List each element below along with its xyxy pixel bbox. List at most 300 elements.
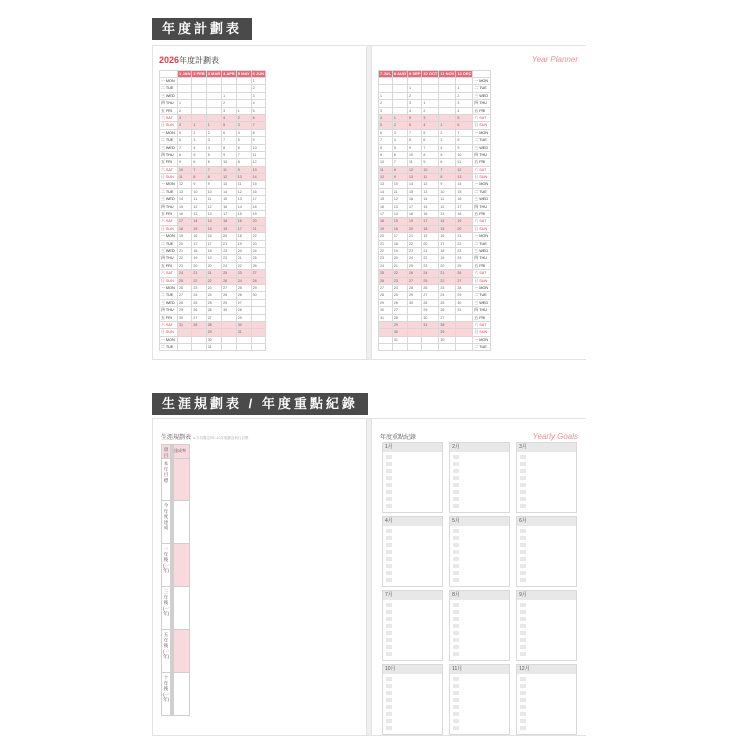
day-cell[interactable]: 24 [439, 292, 456, 299]
day-cell[interactable]: 8 [206, 174, 221, 181]
day-cell[interactable]: 16 [192, 233, 206, 240]
day-cell[interactable]: 31 [422, 321, 439, 328]
day-cell[interactable] [392, 78, 407, 85]
month-goal-box[interactable] [449, 590, 510, 661]
day-cell[interactable] [192, 78, 206, 85]
day-cell[interactable]: 27 [206, 314, 221, 321]
day-cell[interactable]: 3 [379, 107, 393, 114]
day-cell[interactable] [439, 114, 456, 121]
day-cell[interactable] [456, 78, 473, 85]
day-cell[interactable]: 11 [407, 159, 421, 166]
day-cell[interactable]: 26 [422, 284, 439, 291]
day-cell[interactable]: 30 [206, 336, 221, 343]
day-cell[interactable] [422, 78, 439, 85]
day-cell[interactable]: 3 [251, 92, 265, 99]
day-cell[interactable]: 13 [456, 174, 473, 181]
day-cell[interactable]: 14 [192, 218, 206, 225]
day-cell[interactable] [178, 336, 192, 343]
day-cell[interactable]: 25 [379, 270, 393, 277]
day-cell[interactable]: 12 [192, 203, 206, 210]
day-cell[interactable] [422, 344, 439, 351]
day-cell[interactable]: 16 [236, 218, 251, 225]
day-cell[interactable]: 18 [206, 247, 221, 254]
day-cell[interactable] [439, 100, 456, 107]
day-cell[interactable]: 16 [222, 203, 237, 210]
day-cell[interactable]: 12 [206, 203, 221, 210]
day-cell[interactable]: 24 [222, 262, 237, 269]
day-cell[interactable]: 10 [178, 166, 192, 173]
day-cell[interactable]: 16 [178, 211, 192, 218]
day-cell[interactable] [407, 344, 421, 351]
day-cell[interactable]: 28 [439, 321, 456, 328]
day-cell[interactable]: 2 [206, 129, 221, 136]
day-cell[interactable]: 29 [456, 292, 473, 299]
day-cell[interactable]: 6 [392, 151, 407, 158]
day-cell[interactable]: 22 [456, 240, 473, 247]
day-cell[interactable]: 12 [456, 166, 473, 173]
day-cell[interactable]: 18 [236, 233, 251, 240]
day-cell[interactable] [392, 100, 407, 107]
day-cell[interactable]: 13 [407, 174, 421, 181]
day-cell[interactable]: 6 [407, 122, 421, 129]
day-cell[interactable]: 5 [456, 114, 473, 121]
day-cell[interactable]: 10 [379, 159, 393, 166]
day-cell[interactable]: 17 [439, 240, 456, 247]
day-cell[interactable]: 30 [456, 299, 473, 306]
day-cell[interactable]: 15 [422, 203, 439, 210]
day-cell[interactable] [178, 78, 192, 85]
day-cell[interactable]: 1 [178, 100, 192, 107]
day-cell[interactable]: 17 [456, 203, 473, 210]
day-cell[interactable]: 12 [178, 181, 192, 188]
month-goal-box[interactable] [382, 664, 443, 735]
day-cell[interactable] [379, 344, 393, 351]
month-goal-box[interactable] [382, 590, 443, 661]
day-cell[interactable] [192, 329, 206, 336]
day-cell[interactable]: 29 [392, 321, 407, 328]
day-cell[interactable]: 31 [236, 329, 251, 336]
day-cell[interactable]: 17 [407, 203, 421, 210]
day-cell[interactable]: 29 [178, 307, 192, 314]
day-cell[interactable]: 10 [422, 166, 439, 173]
day-cell[interactable] [236, 85, 251, 92]
day-cell[interactable]: 15 [439, 225, 456, 232]
day-cell[interactable]: 17 [251, 196, 265, 203]
day-cell[interactable]: 25 [251, 255, 265, 262]
day-cell[interactable]: 26 [456, 270, 473, 277]
day-cell[interactable] [392, 85, 407, 92]
day-cell[interactable]: 21 [439, 270, 456, 277]
day-cell[interactable]: 20 [192, 262, 206, 269]
day-cell[interactable]: 22 [439, 277, 456, 284]
day-cell[interactable]: 21 [407, 233, 421, 240]
day-cell[interactable]: 9 [456, 144, 473, 151]
day-cell[interactable]: 3 [407, 100, 421, 107]
day-cell[interactable]: 23 [392, 277, 407, 284]
day-cell[interactable]: 13 [222, 181, 237, 188]
day-cell[interactable]: 30 [392, 329, 407, 336]
day-cell[interactable]: 11 [456, 159, 473, 166]
day-cell[interactable]: 22 [236, 262, 251, 269]
day-cell[interactable]: 25 [422, 277, 439, 284]
day-cell[interactable]: 14 [379, 188, 393, 195]
day-cell[interactable]: 19 [456, 218, 473, 225]
day-cell[interactable]: 20 [178, 240, 192, 247]
day-cell[interactable]: 16 [206, 233, 221, 240]
day-cell[interactable]: 8 [422, 151, 439, 158]
day-cell[interactable]: 13 [192, 211, 206, 218]
day-cell[interactable] [222, 314, 237, 321]
day-cell[interactable]: 4 [251, 100, 265, 107]
day-cell[interactable]: 16 [251, 188, 265, 195]
day-cell[interactable] [192, 85, 206, 92]
day-cell[interactable]: 17 [392, 233, 407, 240]
day-cell[interactable]: 12 [392, 196, 407, 203]
day-cell[interactable]: 30 [236, 321, 251, 328]
day-cell[interactable]: 27 [379, 284, 393, 291]
day-cell[interactable] [407, 321, 421, 328]
day-cell[interactable]: 23 [407, 247, 421, 254]
day-cell[interactable]: 10 [392, 181, 407, 188]
day-cell[interactable]: 13 [392, 203, 407, 210]
day-cell[interactable]: 25 [178, 277, 192, 284]
day-cell[interactable]: 7 [407, 129, 421, 136]
day-cell[interactable]: 20 [439, 262, 456, 269]
day-cell[interactable] [251, 321, 265, 328]
day-cell[interactable]: 4 [392, 137, 407, 144]
day-cell[interactable]: 30 [379, 307, 393, 314]
day-cell[interactable]: 12 [379, 174, 393, 181]
day-cell[interactable]: 14 [251, 174, 265, 181]
day-cell[interactable]: 5 [192, 151, 206, 158]
day-cell[interactable] [422, 329, 439, 336]
day-cell[interactable]: 23 [422, 262, 439, 269]
day-cell[interactable]: 6 [251, 114, 265, 121]
day-cell[interactable]: 16 [407, 196, 421, 203]
day-cell[interactable]: 2 [222, 100, 237, 107]
day-cell[interactable] [379, 85, 393, 92]
month-goal-box[interactable] [516, 442, 577, 513]
day-cell[interactable]: 12 [236, 188, 251, 195]
day-cell[interactable]: 3 [422, 114, 439, 121]
day-cell[interactable]: 25 [222, 270, 237, 277]
day-cell[interactable] [456, 314, 473, 321]
day-cell[interactable]: 19 [192, 255, 206, 262]
day-cell[interactable]: 21 [178, 247, 192, 254]
day-cell[interactable]: 8 [456, 137, 473, 144]
day-cell[interactable]: 26 [192, 307, 206, 314]
day-cell[interactable]: 8 [392, 166, 407, 173]
day-cell[interactable]: 19 [251, 211, 265, 218]
day-cell[interactable] [456, 336, 473, 343]
day-cell[interactable]: 4 [407, 107, 421, 114]
day-cell[interactable]: 28 [251, 277, 265, 284]
day-cell[interactable]: 9 [407, 144, 421, 151]
month-goal-box[interactable] [516, 516, 577, 587]
day-cell[interactable]: 22 [407, 240, 421, 247]
day-cell[interactable]: 1 [422, 100, 439, 107]
day-cell[interactable]: 1 [392, 114, 407, 121]
day-cell[interactable] [439, 85, 456, 92]
day-cell[interactable]: 5 [422, 129, 439, 136]
day-cell[interactable] [422, 92, 439, 99]
day-cell[interactable]: 16 [392, 225, 407, 232]
day-cell[interactable]: 29 [407, 292, 421, 299]
day-cell[interactable] [192, 344, 206, 351]
day-cell[interactable]: 24 [192, 292, 206, 299]
day-cell[interactable] [222, 85, 237, 92]
day-cell[interactable]: 14 [392, 211, 407, 218]
day-cell[interactable]: 27 [392, 307, 407, 314]
day-cell[interactable]: 6 [236, 144, 251, 151]
day-cell[interactable] [192, 100, 206, 107]
day-cell[interactable]: 3 [236, 122, 251, 129]
day-cell[interactable]: 9 [439, 181, 456, 188]
day-cell[interactable]: 12 [407, 166, 421, 173]
day-cell[interactable]: 29 [439, 329, 456, 336]
day-cell[interactable]: 18 [439, 247, 456, 254]
day-cell[interactable]: 2 [178, 107, 192, 114]
day-cell[interactable]: 23 [222, 255, 237, 262]
day-cell[interactable]: 22 [251, 233, 265, 240]
day-cell[interactable]: 26 [379, 277, 393, 284]
day-cell[interactable]: 23 [178, 262, 192, 269]
day-cell[interactable]: 8 [439, 174, 456, 181]
day-cell[interactable] [251, 329, 265, 336]
day-cell[interactable]: 27 [236, 299, 251, 306]
day-cell[interactable]: 20 [379, 233, 393, 240]
day-cell[interactable]: 28 [178, 299, 192, 306]
day-cell[interactable]: 21 [392, 262, 407, 269]
day-cell[interactable]: 2 [392, 122, 407, 129]
day-cell[interactable]: 24 [456, 255, 473, 262]
day-cell[interactable]: 19 [379, 225, 393, 232]
day-cell[interactable]: 14 [422, 196, 439, 203]
day-cell[interactable]: 28 [456, 284, 473, 291]
day-cell[interactable]: 1 [407, 85, 421, 92]
day-cell[interactable]: 1 [439, 122, 456, 129]
reached-rate-header[interactable]: 達成率 [174, 445, 190, 459]
day-cell[interactable]: 13 [439, 211, 456, 218]
day-cell[interactable] [392, 92, 407, 99]
day-cell[interactable] [407, 78, 421, 85]
day-cell[interactable]: 11 [206, 196, 221, 203]
day-cell[interactable] [379, 78, 393, 85]
day-cell[interactable]: 25 [439, 299, 456, 306]
day-cell[interactable]: 16 [379, 203, 393, 210]
day-cell[interactable]: 21 [222, 240, 237, 247]
day-cell[interactable]: 27 [192, 314, 206, 321]
day-cell[interactable]: 24 [407, 255, 421, 262]
day-cell[interactable]: 27 [439, 314, 456, 321]
day-cell[interactable]: 3 [392, 129, 407, 136]
day-cell[interactable]: 14 [236, 203, 251, 210]
day-cell[interactable]: 1 [192, 122, 206, 129]
day-cell[interactable]: 5 [251, 107, 265, 114]
day-cell[interactable]: 31 [379, 314, 393, 321]
month-goal-box[interactable] [516, 664, 577, 735]
day-cell[interactable]: 31 [392, 336, 407, 343]
day-cell[interactable]: 26 [206, 307, 221, 314]
day-cell[interactable]: 29 [251, 284, 265, 291]
career-cell[interactable] [174, 673, 190, 716]
day-cell[interactable]: 18 [178, 225, 192, 232]
day-cell[interactable]: 7 [456, 129, 473, 136]
day-cell[interactable]: 4 [379, 114, 393, 121]
day-cell[interactable] [236, 92, 251, 99]
day-cell[interactable]: 1 [222, 92, 237, 99]
day-cell[interactable]: 28 [379, 292, 393, 299]
day-cell[interactable]: 15 [192, 225, 206, 232]
day-cell[interactable]: 20 [236, 247, 251, 254]
day-cell[interactable]: 20 [206, 262, 221, 269]
day-cell[interactable] [192, 92, 206, 99]
day-cell[interactable]: 7 [236, 151, 251, 158]
day-cell[interactable]: 21 [422, 247, 439, 254]
day-cell[interactable]: 16 [439, 233, 456, 240]
day-cell[interactable]: 5 [392, 144, 407, 151]
day-cell[interactable]: 22 [422, 255, 439, 262]
day-cell[interactable]: 28 [407, 284, 421, 291]
day-cell[interactable]: 23 [379, 255, 393, 262]
day-cell[interactable] [206, 114, 221, 121]
day-cell[interactable]: 22 [178, 255, 192, 262]
day-cell[interactable]: 26 [178, 284, 192, 291]
day-cell[interactable]: 13 [178, 188, 192, 195]
day-cell[interactable]: 26 [251, 262, 265, 269]
day-cell[interactable]: 19 [236, 240, 251, 247]
day-cell[interactable]: 5 [379, 122, 393, 129]
day-cell[interactable]: 1 [236, 107, 251, 114]
day-cell[interactable]: 10 [439, 188, 456, 195]
day-cell[interactable]: 24 [422, 270, 439, 277]
day-cell[interactable]: 11 [422, 174, 439, 181]
day-cell[interactable]: 6 [192, 159, 206, 166]
day-cell[interactable]: 6 [422, 137, 439, 144]
day-cell[interactable]: 11 [379, 166, 393, 173]
day-cell[interactable]: 17 [222, 211, 237, 218]
day-cell[interactable]: 2 [456, 92, 473, 99]
day-cell[interactable]: 13 [251, 166, 265, 173]
day-cell[interactable]: 27 [407, 277, 421, 284]
day-cell[interactable]: 21 [206, 270, 221, 277]
day-cell[interactable]: 7 [192, 166, 206, 173]
day-cell[interactable]: 11 [192, 196, 206, 203]
day-cell[interactable]: 18 [222, 218, 237, 225]
day-cell[interactable]: 9 [236, 166, 251, 173]
career-cell[interactable] [174, 501, 190, 544]
day-cell[interactable] [251, 336, 265, 343]
day-cell[interactable]: 6 [178, 137, 192, 144]
day-cell[interactable]: 18 [392, 240, 407, 247]
day-cell[interactable]: 13 [206, 211, 221, 218]
day-cell[interactable] [439, 78, 456, 85]
day-cell[interactable]: 2 [379, 100, 393, 107]
day-cell[interactable] [236, 344, 251, 351]
day-cell[interactable] [251, 314, 265, 321]
day-cell[interactable] [178, 344, 192, 351]
day-cell[interactable]: 26 [222, 277, 237, 284]
day-cell[interactable]: 25 [392, 292, 407, 299]
day-cell[interactable]: 2 [422, 107, 439, 114]
day-cell[interactable]: 8 [379, 144, 393, 151]
day-cell[interactable]: 4 [206, 144, 221, 151]
day-cell[interactable]: 9 [251, 137, 265, 144]
day-cell[interactable]: 13 [236, 196, 251, 203]
day-cell[interactable]: 15 [206, 225, 221, 232]
day-cell[interactable]: 2 [439, 129, 456, 136]
day-cell[interactable]: 4 [439, 144, 456, 151]
day-cell[interactable]: 27 [178, 292, 192, 299]
day-cell[interactable]: 30 [422, 314, 439, 321]
day-cell[interactable]: 15 [379, 196, 393, 203]
day-cell[interactable]: 15 [222, 196, 237, 203]
day-cell[interactable]: 4 [192, 144, 206, 151]
day-cell[interactable]: 5 [222, 122, 237, 129]
day-cell[interactable] [192, 114, 206, 121]
day-cell[interactable]: 8 [222, 144, 237, 151]
day-cell[interactable]: 11 [222, 166, 237, 173]
day-cell[interactable]: 3 [439, 137, 456, 144]
day-cell[interactable]: 22 [222, 247, 237, 254]
day-cell[interactable]: 17 [178, 218, 192, 225]
day-cell[interactable]: 25 [456, 262, 473, 269]
day-cell[interactable]: 20 [222, 233, 237, 240]
day-cell[interactable]: 24 [251, 247, 265, 254]
day-cell[interactable]: 29 [222, 299, 237, 306]
day-cell[interactable]: 15 [178, 203, 192, 210]
day-cell[interactable]: 12 [222, 174, 237, 181]
day-cell[interactable]: 9 [222, 151, 237, 158]
day-cell[interactable]: 9 [192, 181, 206, 188]
day-cell[interactable] [222, 329, 237, 336]
day-cell[interactable]: 27 [251, 270, 265, 277]
day-cell[interactable]: 23 [251, 240, 265, 247]
day-cell[interactable] [422, 85, 439, 92]
day-cell[interactable]: 10 [456, 151, 473, 158]
day-cell[interactable]: 17 [422, 218, 439, 225]
day-cell[interactable] [456, 321, 473, 328]
day-cell[interactable]: 25 [192, 299, 206, 306]
day-cell[interactable]: 31 [178, 321, 192, 328]
day-cell[interactable]: 27 [222, 284, 237, 291]
day-cell[interactable]: 17 [206, 240, 221, 247]
day-cell[interactable] [439, 92, 456, 99]
day-cell[interactable] [456, 344, 473, 351]
day-cell[interactable]: 24 [392, 284, 407, 291]
day-cell[interactable] [407, 314, 421, 321]
day-cell[interactable]: 6 [439, 159, 456, 166]
day-cell[interactable]: 27 [422, 292, 439, 299]
career-cell[interactable] [174, 544, 190, 587]
day-cell[interactable]: 6 [206, 159, 221, 166]
day-cell[interactable]: 23 [206, 284, 221, 291]
day-cell[interactable]: 21 [379, 240, 393, 247]
day-cell[interactable] [236, 100, 251, 107]
day-cell[interactable]: 1 [206, 122, 221, 129]
day-cell[interactable]: 28 [422, 299, 439, 306]
day-cell[interactable]: 4 [236, 129, 251, 136]
day-cell[interactable]: 1 [456, 85, 473, 92]
day-cell[interactable] [222, 344, 237, 351]
month-goal-box[interactable] [449, 442, 510, 513]
day-cell[interactable]: 20 [422, 240, 439, 247]
day-cell[interactable]: 6 [222, 129, 237, 136]
day-cell[interactable]: 31 [206, 344, 221, 351]
day-cell[interactable]: 25 [407, 262, 421, 269]
day-cell[interactable]: 13 [379, 181, 393, 188]
day-cell[interactable] [178, 85, 192, 92]
